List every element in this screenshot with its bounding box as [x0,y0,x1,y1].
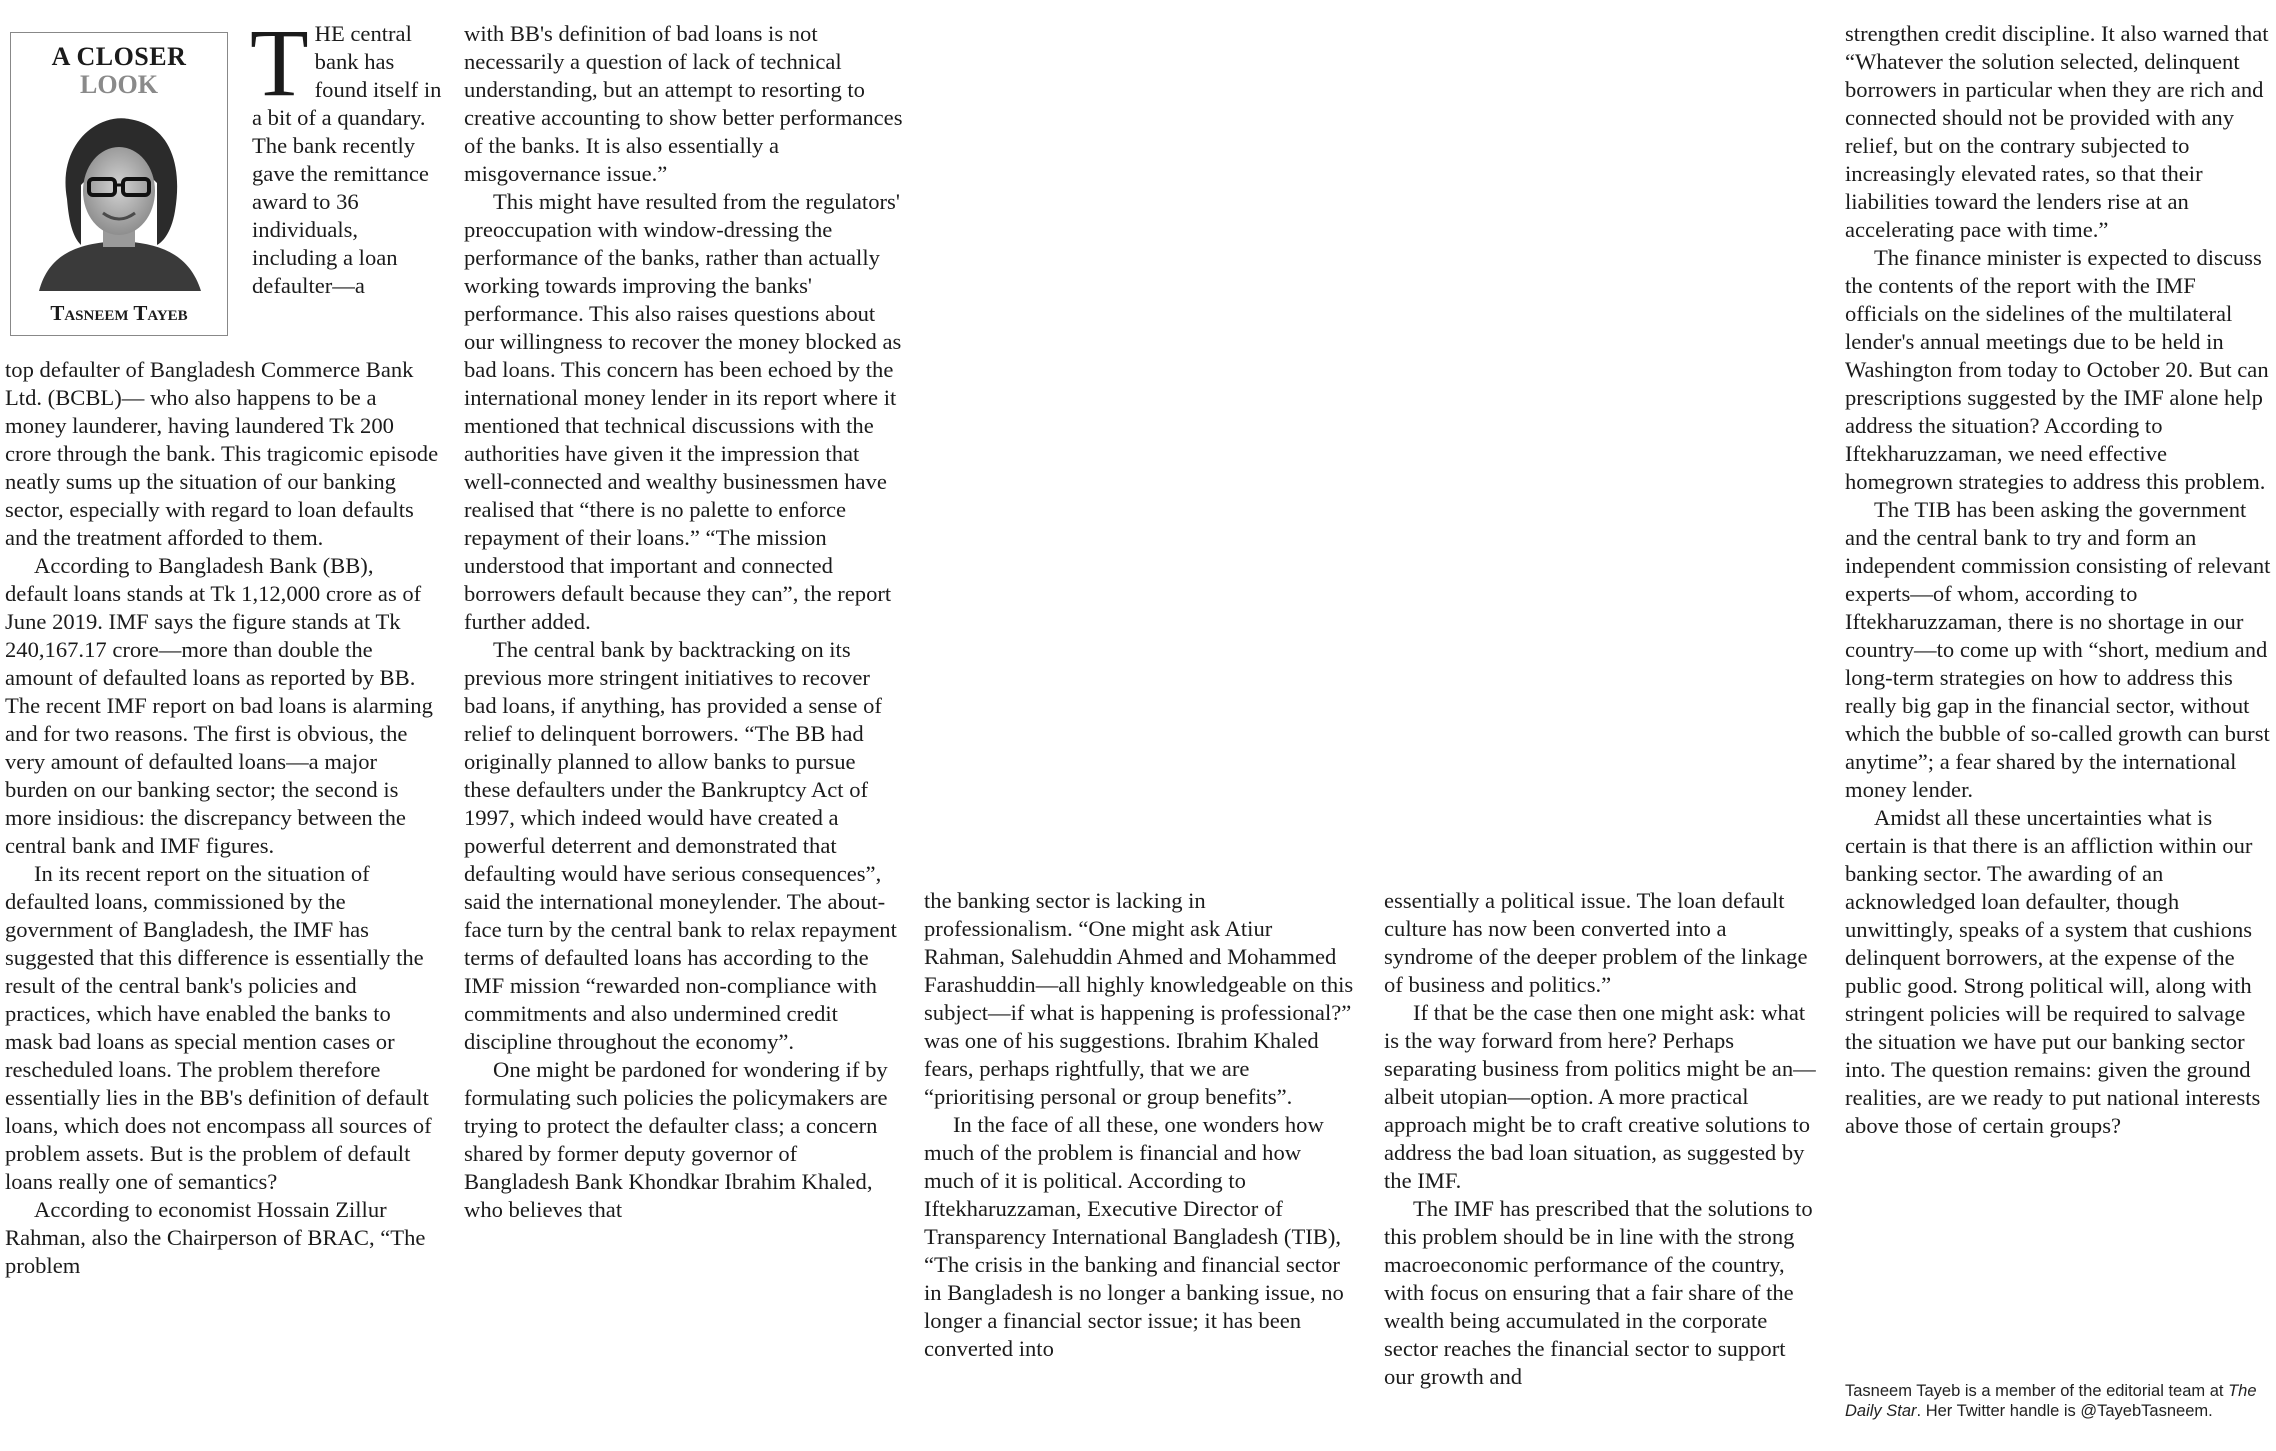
paragraph: Amidst all these uncertainties what is certain is that there is an affliction within our banking sector. The awarding of an acknowledged loan defaulter, though unwittingly, speaks of a system that cushions delinquent borrowers, at the expense of the public good. Strong political will, along with stringent policies will be required to salvage the situation we have put our banking sector into. The question remains: given the ground realities, are we ready to put national interests above those of certain groups? [1845,805,2261,1138]
bio-text: Tasneem Tayeb is a member of the editorial team at [1845,1382,2229,1400]
paragraph: In its recent report on the situation of defaulted loans, commissioned by the government of Bangladesh, the IMF has suggested that this difference is essentially the result of the central bank's policies and practices, which have enabled the banks to mask bad loans as special mention cases or rescheduled loans. The problem therefore essentially lies in the BB's definition of default loans, which does not encompass all sources of problem assets. But is the problem of default loans really one of semantics? [5,861,432,1194]
paragraph: the banking sector is lacking in professionalism. “One might ask Atiur Rahman, Salehuddin Ahmed and Mohammed Farashuddin—all highly knowledgeable on this subject—if what is happening is professional?” was one of his suggestions. Ibrahim Khaled fears, perhaps rightfully, that we are “prioritising personal or group benefits”. [924,888,1354,1109]
article-column-4 [1384,887,1816,1391]
paragraph: The TIB has been asking the government and the central bank to try and form an independent commission consisting of relevant experts—of whom, according to Iftekharuzzaman, there is no shortage in our country—to come up with “short, medium and long-term strategies on how to address this really big gap in the financial sector, without which the bubble of so-called growth can burst anytime”; a fear shared by the international money lender. [1845,497,2271,802]
column-kicker: A CLOSER [51,42,187,71]
paragraph: This might have resulted from the regulators' preoccupation with window-dressing the performance of the banks, rather than actually working towards improving the banks' performance. This also raises questions about our willingness to recover the money blocked as bad loans. This concern has been echoed by the international money lender in its report where it mentioned that technical discussions with the authorities have given it the impression that well-connected and wealthy businessmen have realised that “there is no palette to enforce repayment of their loans.” “The mission understood that important and connected borrowers default because they can”, the report further added. [464,189,902,634]
drop-cap: T [250,9,309,116]
article-column-2 [464,20,904,1224]
paragraph: According to Bangladesh Bank (BB), default loans stands at Tk 1,12,000 crore as of June 2019. IMF says the figure stands at Tk 240,167.17 crore—more than double the amount of defaulted loans as reported by BB. The recent IMF report on bad loans is alarming and for two reasons. The first is obvious, the very amount of defaulted loans—a major burden on our banking sector; the second is more insidious: the discrepancy between the central bank and IMF figures. [5,553,433,858]
article-column-1-top [250,9,442,300]
paragraph: The finance minister is expected to discuss the contents of the report with the IMF officials on the sidelines of the multilateral lender's annual meetings due to be held in Washington from today to October 20. But can prescriptions suggested by the IMF alone help address the situation? According to Iftekharuzzaman, we need effective homegrown strategies to address this problem. [1845,245,2269,494]
paragraph: If that be the case then one might ask: what is the way forward from here? Perhaps separating business from politics might be an—albeit utopian—option. A more practical approach might be to craft creative solutions to address the bad loan situation, as suggested by the IMF. [1384,1000,1816,1193]
paragraph: One might be pardoned for wondering if by formulating such policies the policymakers are trying to protect the defaulter class; a concern shared by former deputy governor of Bangladesh Bank Khondkar Ibrahim Khaled, who believes that [464,1057,888,1222]
article-column-1 [5,356,440,1280]
column-kicker-look: LOOK [79,70,158,99]
paragraph: strengthen credit discipline. It also warned that “Whatever the solution selected, delinquent borrowers in particular when they are rich and connected should not be provided with any relief, but on the contrary subjected to increasingly elevated rates, so that their liabilities toward the lenders rise at an accelerating pace with time.” [1845,21,2269,242]
paragraph: top defaulter of Bangladesh Commerce Bank Ltd. (BCBL)— who also happens to be a money launderer, having laundered Tk 200 crore through the bank. This tragicomic episode neatly sums up the situation of our banking sector, especially with regard to loan defaults and the treatment afforded to them. [5,357,439,550]
paragraph: In the face of all these, one wonders how much of the problem is financial and how much of it is political. According to Iftekharuzzaman, Executive Director of Transparency International Bangladesh (TIB), “The crisis in the banking and financial sector in Bangladesh is no longer a banking issue, no longer a financial sector issue; it has been converted into [924,1112,1344,1361]
article-column-5 [1845,20,2275,1140]
bio-text-end: . Her Twitter handle is @TayebTasneem. [1916,1402,2213,1420]
opening-text: HE central bank has found itself in a bit of a quandary. The bank recently gave the remittance award to 36 individuals, including a loan defaulter—a [252,21,442,298]
article-column-3 [924,887,1356,1363]
author-bio [1845,1381,2275,1421]
paragraph: The central bank by backtracking on its previous more stringent initiatives to recover bad loans, if anything, has provided a sense of relief to delinquent borrowers. “The BB had originally planned to allow banks to pursue these defaulters under the Bankruptcy Act of 1997, which indeed would have created a powerful deterrent and demonstrated that defaulting would have serious consequences”, said the international moneylender. The about-face turn by the central bank to relax repayment terms of defaulted loans has according to the IMF mission “rewarded non-compliance with commitments and also undermined credit discipline throughout the economy”. [464,637,897,1054]
paragraph: with BB's definition of bad loans is not necessarily a question of lack of technical understanding, but an attempt to resorting to creative accounting to show better performances of the banks. It is also essentially a misgovernance issue.” [464,21,903,186]
author-box [10,32,228,336]
author-photo [29,103,209,291]
paragraph: essentially a political issue. The loan default culture has now been converted into a syndrome of the deeper problem of the linkage of business and politics.” [1384,888,1808,997]
paragraph: The IMF has prescribed that the solutions to this problem should be in line with the strong macroeconomic performance of the country, with focus on ensuring that a fair share of the wealth being accumulated in the corporate sector reaches the financial sector to support our growth and [1384,1196,1813,1389]
publication-name: The Daily Star [1845,1382,2257,1420]
paragraph: According to economist Hossain Zillur Rahman, also the Chairperson of BRAC, “The problem [5,1197,426,1278]
author-byline: Tasneem Tayeb [50,301,188,325]
